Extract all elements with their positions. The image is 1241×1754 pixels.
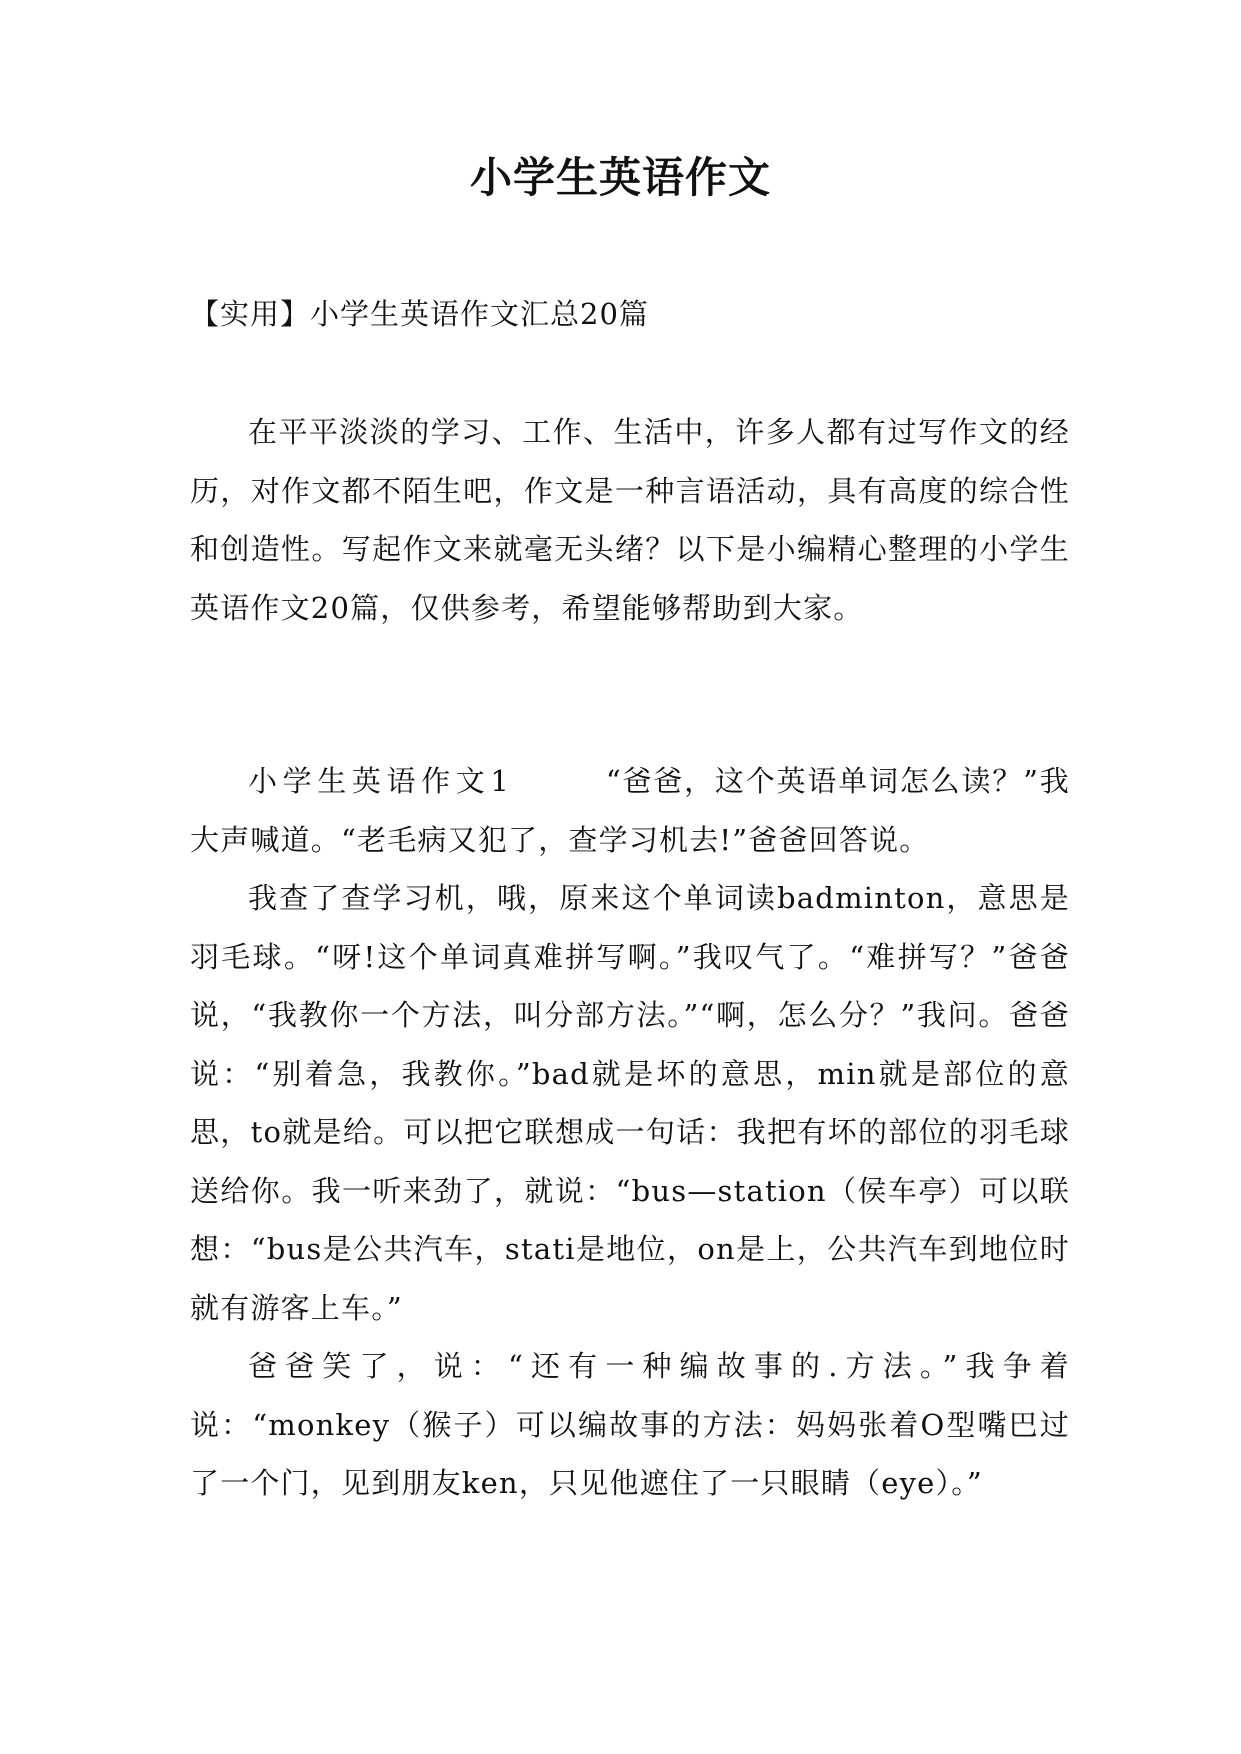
essay-paragraph: 我查了查学习机，哦，原来这个单词读badminton，意思是羽毛球。“呀!这个单词真难拼写啊。”我叹气了。“难拼写？”爸爸说，“我教你一个方法，叫分部方法。”“啊，怎么分？”我问。爸爸说：“别着急，我教你。”bad就是坏的意思，min就是部位的意思，to就是给。可以把它联想成一句话：我把有坏的部位的羽毛球送给你。我一听来劲了，就说：“bus—station（侯车亭）可以联想：“bus是公共汽车，stati是地位，on是上，公共汽车到地位时就有游客上车。” [190,881,1070,1325]
intro-section [190,403,1070,637]
essay-label: 小学生英语作文1 [248,764,514,798]
document-title: 小学生英语作文 [469,153,771,202]
essay-paragraph [190,752,1070,869]
essay-paragraph-text: “爸爸，这个英语单词怎么读？”我大声喊道。“老毛病又犯了，查学习机去!”爸爸回答说。 [190,764,1070,857]
document-subtitle: 【实用】小学生英语作文汇总20篇 [190,297,649,331]
essay-section [190,752,1070,1513]
essay-paragraph: 爸爸笑了，说：“还有一种编故事的.方法。”我争着说：“monkey（猴子）可以编故事的方法：妈妈张着O型嘴巴过了一个门，见到朋友ken，只见他遮住了一只眼睛（eye）。” [190,1349,1070,1500]
intro-paragraph: 在平平淡淡的学习、工作、生活中，许多人都有过写作文的经历，对作文都不陌生吧，作文是一种言语活动，具有高度的综合性和创造性。写起作文来就毫无头绪？以下是小编精心整理的小学生英语作文20篇，仅供参考，希望能够帮助到大家。 [190,415,1070,625]
